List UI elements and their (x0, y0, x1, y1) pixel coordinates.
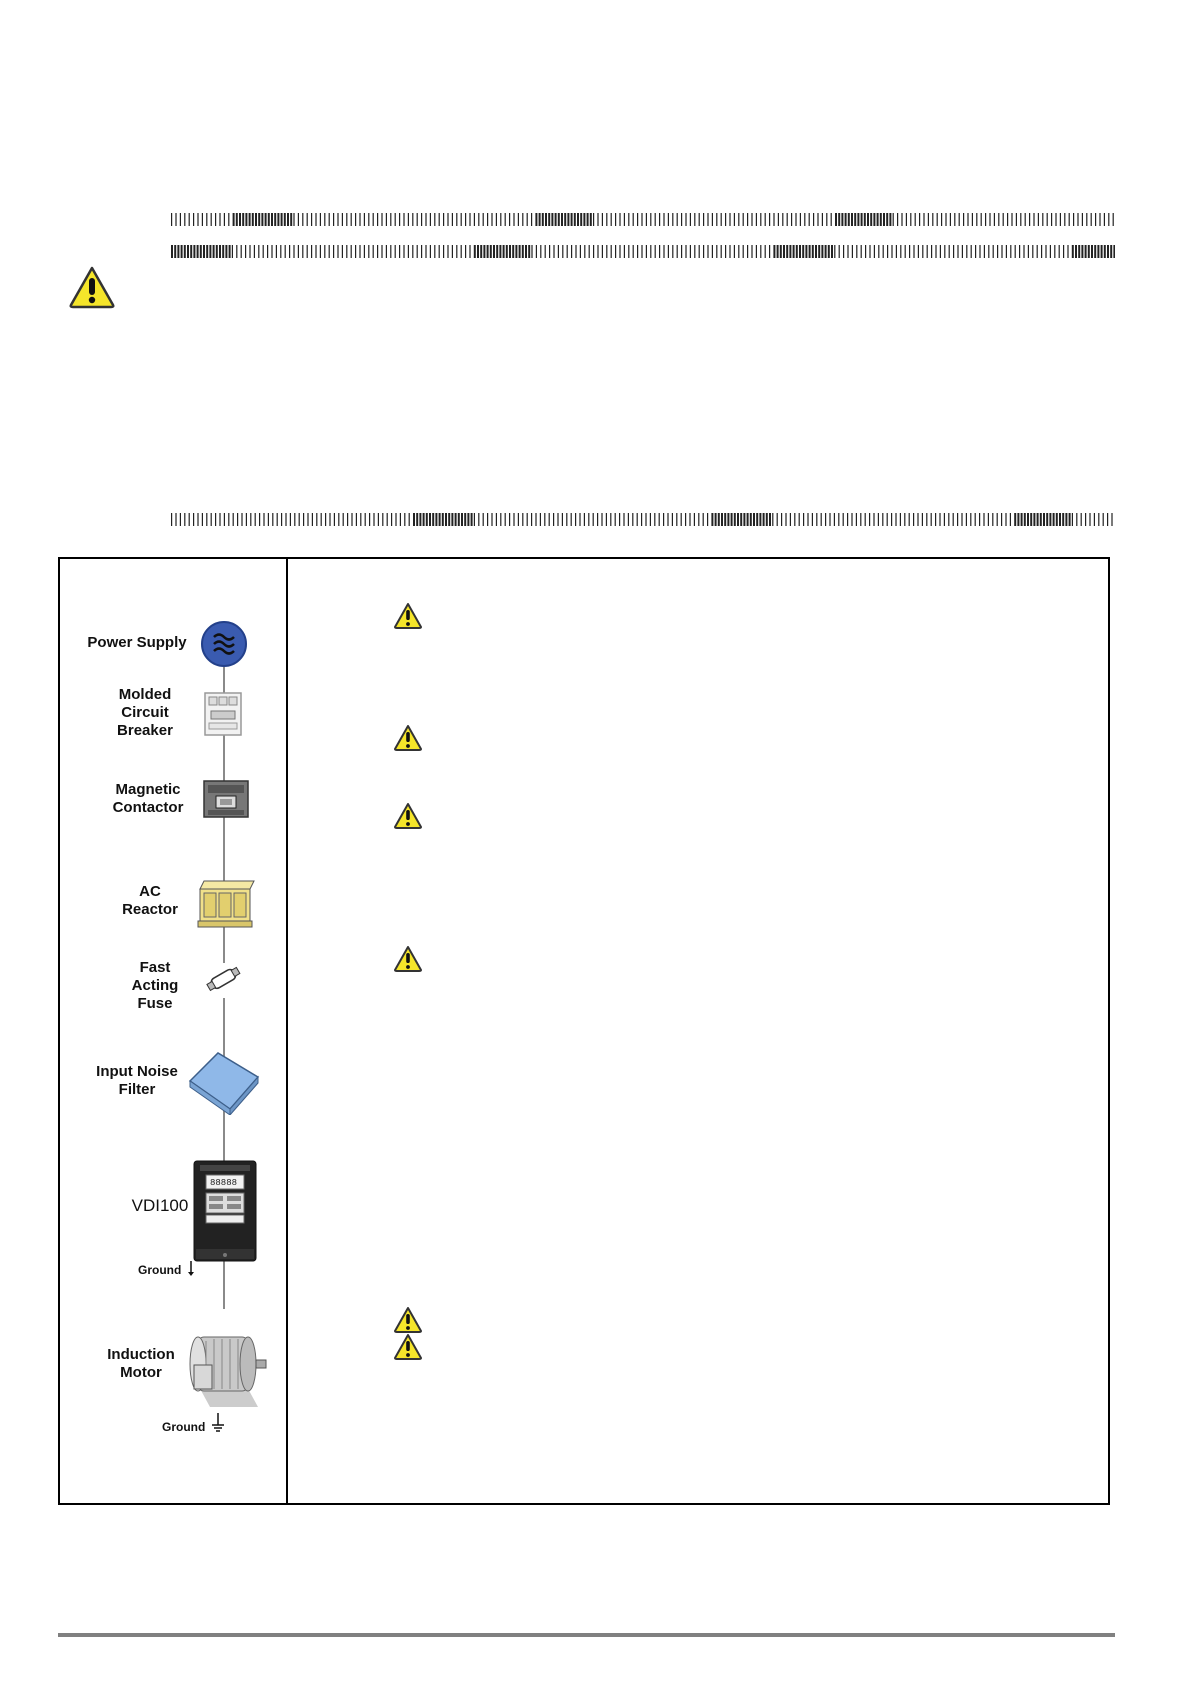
circuit-breaker-icon (199, 689, 249, 744)
warning-triangle-icon (393, 802, 423, 830)
ground-symbol-icon (211, 1413, 225, 1440)
magnetic-contactor-label: Magnetic Contactor (112, 781, 184, 816)
redacted-text-pattern (171, 513, 1115, 526)
fuse-icon (204, 963, 244, 998)
induction-motor-label: Induction Motor (107, 1346, 175, 1381)
redacted-text-line (171, 245, 1115, 258)
footer-divider (58, 1633, 1115, 1637)
induction-motor-icon (184, 1329, 270, 1424)
circuit-breaker-label: Molded Circuit Breaker (117, 686, 173, 739)
wiring-table (58, 557, 1110, 1505)
noise-filter-label: Input Noise Filter (96, 1063, 178, 1098)
warning-triangle-icon (393, 1306, 423, 1334)
wiring-notes-column (288, 559, 1108, 1503)
redacted-text-pattern (171, 245, 1115, 258)
drive-label: VDI100 (131, 1196, 189, 1215)
wiring-diagram-column (60, 559, 288, 1503)
warning-triangle-icon (393, 602, 423, 630)
svg-text:88888: 88888 (210, 1178, 238, 1188)
power-supply-label: Power Supply (87, 634, 187, 651)
motor-ground-label: Ground (162, 1420, 206, 1434)
warning-triangle-icon (393, 1333, 423, 1361)
warning-triangle-icon (393, 724, 423, 752)
warning-triangle-icon (393, 945, 423, 973)
fuse-label: Fast Acting Fuse (131, 959, 179, 1012)
warning-triangle-icon (68, 265, 116, 309)
redacted-text-line (171, 513, 1115, 526)
drive-ground-label: Ground (138, 1263, 182, 1277)
ac-reactor-label: AC Reactor (122, 883, 178, 918)
ground-arrow-icon (186, 1261, 196, 1282)
power-supply-icon (200, 620, 248, 673)
magnetic-contactor-icon (202, 777, 250, 826)
redacted-text-line (171, 213, 1115, 226)
noise-filter-icon (186, 1049, 262, 1120)
redacted-text-pattern (171, 213, 1115, 226)
drive-icon (192, 1159, 258, 1268)
ac-reactor-icon (194, 877, 256, 936)
